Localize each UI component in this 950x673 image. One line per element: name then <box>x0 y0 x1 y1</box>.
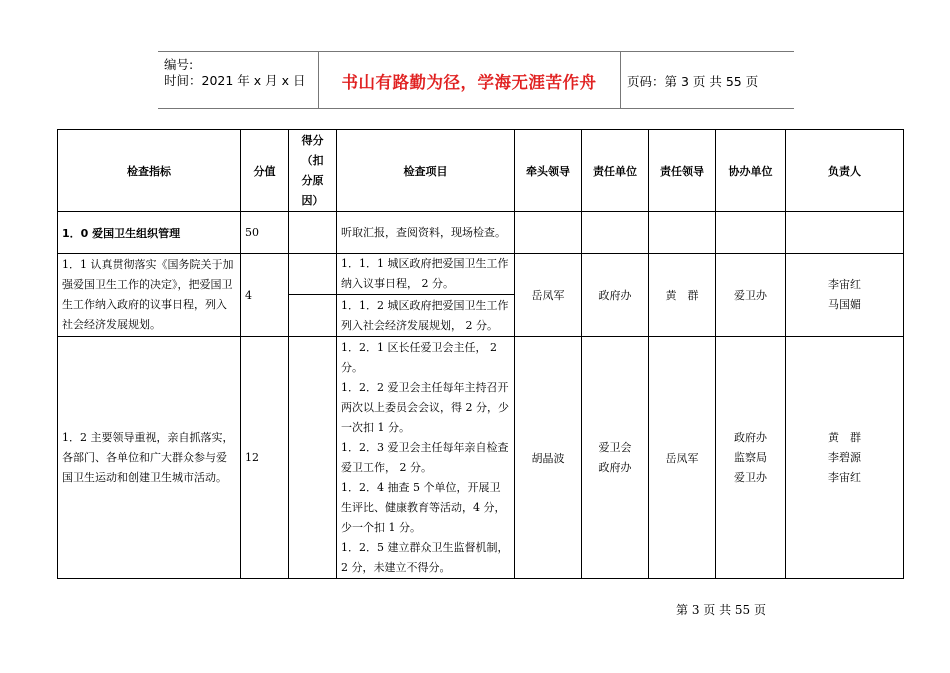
lead-leader-cell: 岳凤军 <box>515 254 582 337</box>
co-unit-name: 政府办 <box>734 430 767 444</box>
item-cell <box>337 337 515 579</box>
person-name: 马国媚 <box>828 298 861 311</box>
code-label: 编号: <box>164 57 194 72</box>
col-header-deduction <box>289 130 337 212</box>
person-name: 李碧源 <box>828 450 861 464</box>
item-line: 1．2．4 抽查 5 个单位，开展卫生评比、健康教育等活动，4 分，少一个扣 1 分。 <box>341 480 506 534</box>
item-line: 1．2．2 爱卫会主任每年主持召开两次以上委员会会议，得 2 分，少一次扣 1 分。 <box>341 380 509 434</box>
indicator-cell: 1．1 认真贯彻落实《国务院关于加强爱国卫生工作的决定》，把爱国卫生工作纳入政府的议事日程，列入社会经济发展规划。 <box>58 254 241 337</box>
resp-leader-cell <box>649 212 716 254</box>
person-name: 李宙红 <box>828 278 861 291</box>
item-line: 1．2．3 爱卫会主任每年亲自检查爱卫工作， 2 分。 <box>341 440 509 474</box>
person-name: 黄 群 <box>828 430 861 444</box>
person-cell <box>786 254 904 337</box>
co-unit-name: 爱卫办 <box>734 470 767 484</box>
deduction-cell <box>289 295 337 337</box>
header-left-cell <box>158 52 319 108</box>
person-name: 李宙红 <box>828 470 861 484</box>
co-unit-cell <box>716 212 786 254</box>
col-header-item: 检查项目 <box>337 130 515 212</box>
item-cell: 1．1．2 城区政府把爱国卫生工作列入社会经济发展规划， 2 分。 <box>337 295 515 337</box>
deduction-cell <box>289 337 337 579</box>
col-header-person: 负责人 <box>786 130 904 212</box>
co-unit-cell <box>716 337 786 579</box>
score-cell: 50 <box>241 212 289 254</box>
indicator-cell: 1．2 主要领导重视，亲自抓落实，各部门、各单位和广大群众参与爱国卫生运动和创建卫生城市活动。 <box>58 337 241 579</box>
resp-unit-cell <box>582 212 649 254</box>
col-header-resp-leader: 责任领导 <box>649 130 716 212</box>
header-middle-cell <box>318 52 621 108</box>
col-header-score: 分值 <box>241 130 289 212</box>
person-cell <box>786 337 904 579</box>
table-row <box>58 212 904 254</box>
table-header-row <box>58 130 904 212</box>
co-unit-cell: 爱卫办 <box>716 254 786 337</box>
score-cell: 12 <box>241 337 289 579</box>
item-line: 1．2．5 建立群众卫生监督机制，2 分，未建立不得分。 <box>341 540 509 574</box>
resp-unit-name: 爱卫会 <box>598 440 632 454</box>
item-cell: 听取汇报，查阅资料，现场检查。 <box>337 212 515 254</box>
item-line: 1．2．1 区长任爱卫会主任， 2 分。 <box>341 340 497 374</box>
header-page-number: 页码：第 3 页 共 55 页 <box>627 74 759 89</box>
lead-leader-cell <box>515 212 582 254</box>
col-header-co-unit: 协办单位 <box>716 130 786 212</box>
item-cell: 1．1．1 城区政府把爱国卫生工作纳入议事日程， 2 分。 <box>337 254 515 295</box>
col-header-indicator: 检查指标 <box>58 130 241 212</box>
indicator-cell: 1．0 爱国卫生组织管理 <box>58 212 241 254</box>
inspection-table <box>57 129 904 579</box>
col-header-resp-unit: 责任单位 <box>582 130 649 212</box>
lead-leader-cell: 胡晶波 <box>515 337 582 579</box>
col-header-deduction-line: 得分 <box>301 133 324 147</box>
table-row <box>58 254 904 295</box>
col-header-lead-leader: 牵头领导 <box>515 130 582 212</box>
col-header-deduction-line: （扣 <box>301 153 324 167</box>
col-header-deduction-line: 因） <box>301 193 324 207</box>
resp-unit-cell: 政府办 <box>582 254 649 337</box>
person-cell <box>786 212 904 254</box>
resp-unit-cell <box>582 337 649 579</box>
time-label: 时间：2021 年 x 月 x 日 <box>164 73 306 88</box>
resp-leader-cell: 黄 群 <box>649 254 716 337</box>
header-right-cell <box>621 52 794 108</box>
page-footer: 第 3 页 共 55 页 <box>676 603 766 617</box>
co-unit-name: 监察局 <box>734 450 767 464</box>
deduction-cell <box>289 212 337 254</box>
table-row <box>58 337 904 579</box>
deduction-cell <box>289 254 337 295</box>
resp-unit-name: 政府办 <box>598 460 632 474</box>
page-header <box>158 51 794 109</box>
header-motto: 书山有路勤为径，学海无涯苦作舟 <box>341 73 597 92</box>
col-header-deduction-line: 分原 <box>301 173 324 187</box>
score-cell: 4 <box>241 254 289 337</box>
resp-leader-cell: 岳凤军 <box>649 337 716 579</box>
